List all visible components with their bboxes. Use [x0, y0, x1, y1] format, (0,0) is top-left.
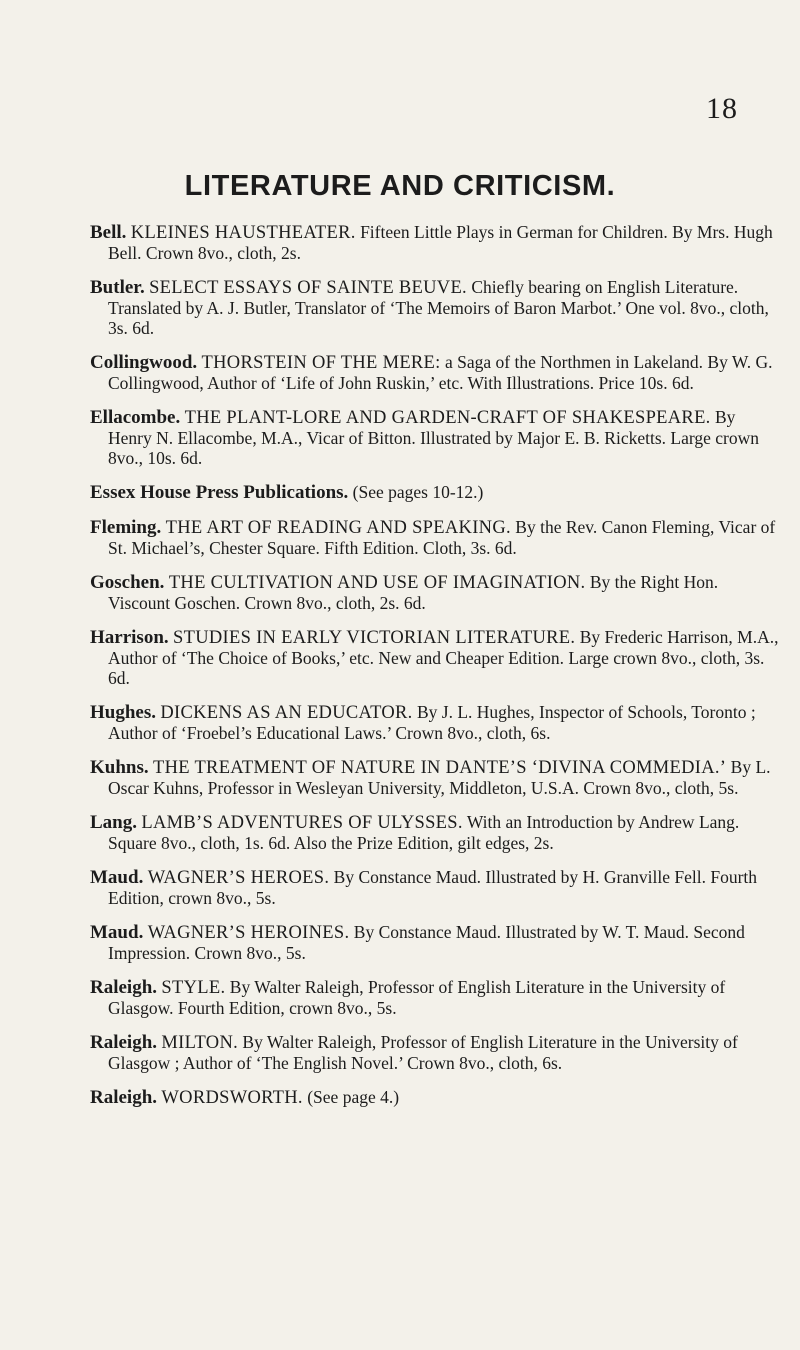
catalogue-entry [90, 572, 780, 613]
entry-title: STUDIES IN EARLY VICTORIAN LITERATURE. [173, 628, 576, 648]
entry-author: Raleigh. [90, 1032, 158, 1053]
entry-description: By the Right Hon. Viscount Goschen. Crown 8vo., cloth, 2s. 6d. [108, 572, 719, 613]
entry-title: WORDSWORTH. [161, 1088, 303, 1108]
entry-description: Chiefly bearing on English Literature. Translated by A. J. Butler, Translator of ‘The Memoirs of Baron Marbot.’ One vol. 8vo., cloth, 3s. 6d. [108, 277, 769, 338]
entry-description: Fifteen Little Plays in German for Children. By Mrs. Hugh Bell. Crown 8vo., cloth, 2s. [108, 222, 773, 263]
catalogue-entry [90, 702, 780, 743]
entry-author: Maud. [90, 867, 144, 888]
entry-author: Lang. [90, 812, 137, 833]
entry-description: (See pages 10-12.) [352, 482, 484, 502]
catalogue-entry [90, 407, 780, 468]
page-number: 18 [706, 92, 738, 125]
catalogue-entry [90, 867, 780, 908]
entry-title: KLEINES HAUSTHEATER. [130, 223, 356, 243]
entry-description: (See page 4.) [307, 1087, 400, 1107]
entry-author: Bell. [90, 222, 127, 243]
entry-author: Maud. [90, 922, 144, 943]
catalogue-entry [90, 812, 780, 853]
entry-author: Harrison. [90, 627, 169, 648]
entry-description: By the Rev. Canon Fleming, Vicar of St. Michael’s, Chester Square. Fifth Edition. Cloth, 3s. 6d. [108, 517, 776, 558]
entry-author: Hughes. [90, 702, 156, 723]
entry-title: THE CULTIVATION AND USE OF IMAGINATION. [168, 573, 586, 593]
entry-description: By Walter Raleigh, Professor of English Literature in the University of Glasgow ; Author of ‘The English Novel.’ Crown 8vo., cloth, 6s. [108, 1032, 738, 1073]
entry-author: Kuhns. [90, 757, 149, 778]
catalogue-entry [90, 222, 780, 263]
entry-title: THE PLANT-LORE AND GARDEN-CRAFT OF SHAKESPEARE. [184, 408, 711, 428]
entry-author: Raleigh. [90, 1087, 158, 1108]
entry-description: By Constance Maud. Illustrated by H. Granville Fell. Fourth Edition, crown 8vo., 5s. [108, 867, 758, 908]
entry-title: LAMB’S ADVENTURES OF ULYSSES. [141, 813, 463, 833]
entry-title: WAGNER’S HEROES. [147, 868, 330, 888]
entry-title: SELECT ESSAYS OF SAINTE BEUVE. [149, 278, 467, 298]
entry-author: Ellacombe. [90, 407, 181, 428]
entry-title: MILTON. [161, 1033, 239, 1053]
entry-author: Goschen. [90, 572, 165, 593]
entry-title: THE ART OF READING AND SPEAKING. [165, 518, 511, 538]
entry-description: a Saga of the Northmen in Lakeland. By W. G. Collingwood, Author of ‘Life of John Ruskin,’ etc. With Illustrations. Price 10s. 6d. [108, 352, 773, 393]
entry-description: By L. Oscar Kuhns, Professor in Wesleyan University, Middleton, U.S.A. Crown 8vo., cloth, 5s. [108, 757, 771, 798]
entry-description: By Frederic Harrison, M.A., Author of ‘The Choice of Books,’ etc. New and Cheaper Edition. Large crown 8vo., cloth, 3s. 6d. [108, 627, 779, 688]
catalogue-entry [90, 277, 780, 338]
entry-title: THE TREATMENT OF NATURE IN DANTE’S ‘DIVINA COMMEDIA.’ [153, 758, 727, 778]
entry-title: THORSTEIN OF THE MERE: [201, 353, 441, 373]
entry-title: WAGNER’S HEROINES. [147, 923, 350, 943]
entry-author: Collingwood. [90, 352, 198, 373]
catalogue-entry [90, 922, 780, 963]
entry-title: DICKENS AS AN EDUCATOR. [160, 703, 413, 723]
entry-description: By J. L. Hughes, Inspector of Schools, Toronto ; Author of ‘Froebel’s Educational Laws.’ Crown 8vo., cloth, 6s. [108, 702, 756, 743]
entry-description: By Walter Raleigh, Professor of English Literature in the University of Glasgow. Fourth Edition, crown 8vo., 5s. [108, 977, 726, 1018]
entry-author: Essex House Press Publications. [90, 482, 349, 503]
entry-description: By Henry N. Ellacombe, M.A., Vicar of Bitton. Illustrated by Major E. B. Ricketts. Large crown 8vo., 10s. 6d. [108, 407, 760, 468]
catalogue-entry [90, 757, 780, 798]
catalogue-entry [90, 1032, 780, 1073]
catalogue-entry [90, 517, 780, 558]
catalogue-entry [90, 482, 780, 503]
catalogue-entry [90, 627, 780, 688]
catalogue-entry [90, 977, 780, 1018]
entry-author: Butler. [90, 277, 145, 298]
entry-description: By Constance Maud. Illustrated by W. T. Maud. Second Impression. Crown 8vo., 5s. [108, 922, 745, 963]
entry-description: With an Introduction by Andrew Lang. Square 8vo., cloth, 1s. 6d. Also the Prize Edition, gilt edges, 2s. [108, 812, 740, 853]
entry-title: STYLE. [161, 978, 226, 998]
page-heading: LITERATURE AND CRITICISM. [184, 170, 616, 202]
entry-author: Raleigh. [90, 977, 158, 998]
catalogue-entry [90, 1087, 780, 1108]
entry-author: Fleming. [90, 517, 162, 538]
catalogue-entry [90, 352, 780, 393]
catalogue-entries [90, 222, 780, 1122]
